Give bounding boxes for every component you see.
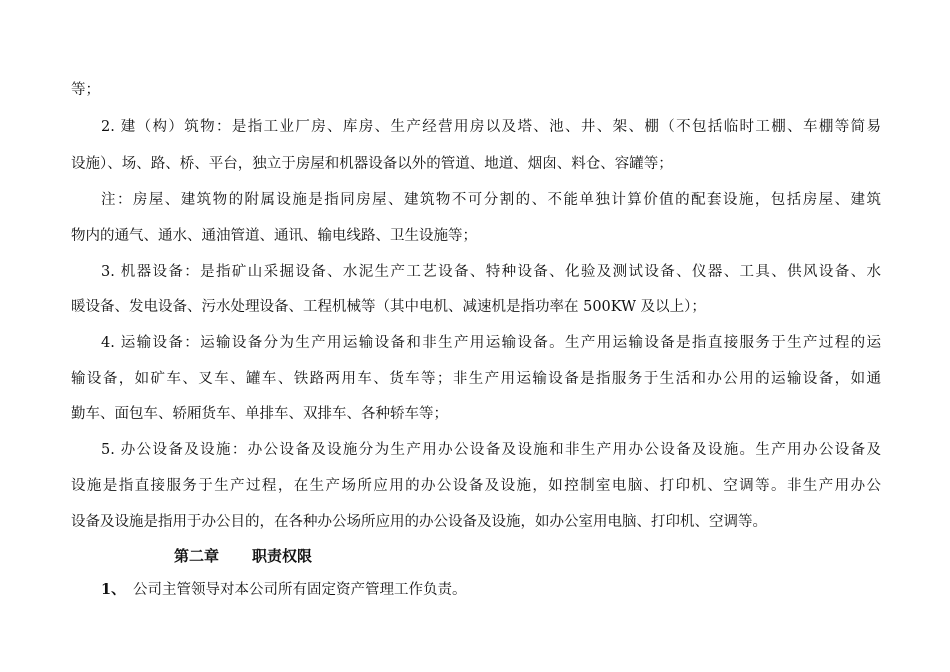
text-line: 设施）、场、路、桥、平台，独立于房屋和机器设备以外的管道、地道、烟囱、料仓、容罐等； (71, 156, 673, 172)
chapter-heading (174, 546, 312, 566)
text-line: 设备及设施是指用于办公目的，在各种办公场所应用的办公设备及设施，如办公室用电脑、打印机、空调等。 (71, 514, 767, 530)
text-line: 设施是指直接服务于生产过程，在生产场所应用的办公设备及设施，如控制室电脑、打印机、空调等。非生产用办公 (71, 478, 881, 494)
list-item-number: 1、 (101, 581, 126, 598)
list-item-text: 公司主管领导对本公司所有固定资产管理工作负责。 (133, 582, 467, 598)
text-line: 注：房屋、建筑物的附属设施是指同房屋、建筑物不可分割的、不能单独计算价值的配套设施，包括房屋、建筑 (101, 192, 881, 208)
text-line: 3. 机器设备：是指矿山采掘设备、水泥生产工艺设备、特种设备、化验及测试设备、仪器、工具、供风设备、水 (101, 264, 881, 280)
text-line: 2. 建（构）筑物：是指工业厂房、库房、生产经营用房以及塔、池、井、架、棚（不包括临时工棚、车棚等简易 (101, 119, 881, 135)
text-line: 输设备，如矿车、叉车、罐车、铁路两用车、货车等；非生产用运输设备是指服务于生活和办公用的运输设备，如通 (71, 371, 881, 387)
text-line: 5. 办公设备及设施：办公设备及设施分为生产用办公设备及设施和非生产用办公设备及设施。生产用办公设备及 (101, 442, 881, 458)
text-line: 暖设备、发电设备、污水处理设备、工程机械等（其中电机、减速机是指功率在 500KW 及以上）； (71, 299, 706, 315)
text-line: 勤车、面包车、轿厢货车、单排车、双排车、各种轿车等； (71, 406, 448, 422)
chapter-title: 职责权限 (252, 547, 313, 565)
list-item (101, 580, 467, 600)
chapter-number: 第二章 (174, 547, 220, 565)
text-line: 物内的通气、通水、通油管道、通讯、输电线路、卫生设施等； (71, 228, 477, 244)
text-line: 等； (71, 82, 100, 98)
text-line: 4. 运输设备：运输设备分为生产用运输设备和非生产用运输设备。生产用运输设备是指直接服务于生产过程的运 (101, 335, 881, 351)
